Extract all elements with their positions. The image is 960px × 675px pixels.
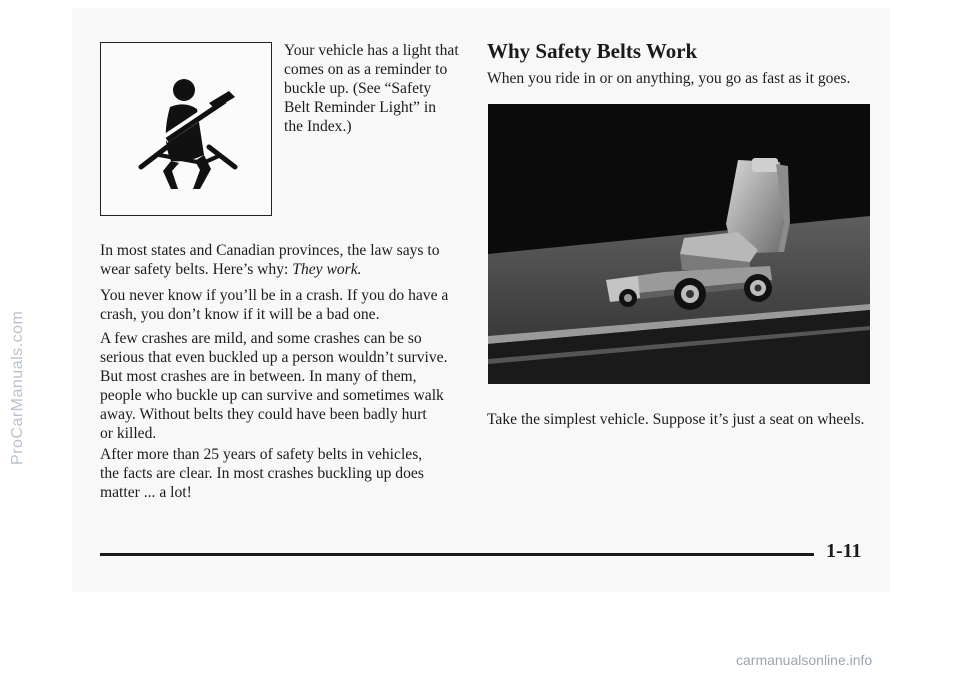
reminder-light-caption: Your vehicle has a light that comes on as a reminder to buckle up. (See “Safety Belt Reminder Light” in the Index.)	[284, 42, 459, 135]
seat-belt-reminder-icon	[101, 43, 273, 217]
page-number: 1-11	[826, 540, 862, 562]
bottom-watermark: carmanualsonline.info	[736, 652, 873, 668]
facts-paragraph: After more than 25 years of safety belts in vehicles, the facts are clear. In most crashes buckling up does matter ... a lot!	[100, 446, 424, 501]
they-work-emphasis: They work.	[292, 261, 362, 278]
side-watermark: ProCarManuals.com	[9, 310, 26, 465]
seat-belt-reminder-icon-box	[100, 42, 272, 216]
intro-sentence: When you ride in or on anything, you go as fast as it goes.	[487, 70, 851, 87]
seat-on-wheels-photo	[488, 104, 870, 384]
photo-caption: Take the simplest vehicle. Suppose it’s just a seat on wheels.	[487, 411, 865, 428]
section-heading: Why Safety Belts Work	[487, 39, 698, 63]
footer-rule	[100, 553, 814, 556]
crash-severity-paragraph: A few crashes are mild, and some crashes can be so serious that even buckled up a person wouldn’t survive. But most crashes are in between. In many of them, people who buckle up can survive and sometimes walk away. Without belts they could have been badly hurt or killed.	[100, 330, 448, 442]
crash-uncertainty-paragraph: You never know if you’ll be in a crash. If you do have a crash, you don’t know if it will be a bad one.	[100, 287, 449, 323]
law-paragraph: In most states and Canadian provinces, the law says to wear safety belts. Here’s why: They work.	[100, 242, 440, 278]
